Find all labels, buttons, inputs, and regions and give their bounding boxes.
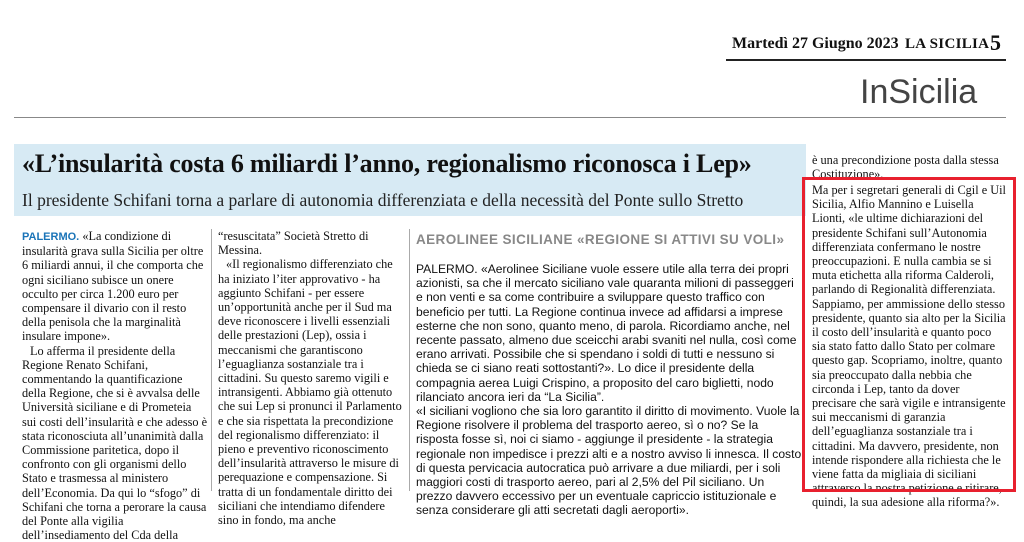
article-column-2 — [218, 229, 404, 527]
column-2-paragraph-1: “resuscitata” Società Stretto di Messina. — [218, 229, 369, 258]
section-rule — [14, 117, 1006, 118]
issue-date: Martedì 27 Giugno 2023 — [732, 35, 899, 52]
column-divider — [211, 229, 212, 491]
column-divider — [409, 229, 410, 491]
red-highlight-frame — [802, 177, 1016, 492]
article-headline: «L’insularità costa 6 miliardi l’anno, regionalismo riconosca i Lep» — [22, 149, 752, 178]
sidebar-article — [416, 262, 802, 518]
article-subhead: Il presidente Schifani torna a parlare di autonomia differenziata e della necessità del Ponte sullo Stretto — [22, 190, 744, 210]
column-1-paragraph-1: «La condizione di insularità grava sulla Sicilia per oltre 6 miliardi annui, il che comporta che ogni siciliano subisce un onere occulto per circa 1.200 euro per compensare il divario con il resto della penisola che la marginalità insulare impone». — [22, 229, 204, 344]
column-4-continuation: è una precondizione posta dalla stessa Costituzione». — [812, 153, 999, 181]
highlighted-paragraph: Ma per i segretari generali di Cgil e Uil Sicilia, Alfio Mannino e Luisella Lionti, «le ultime dichiarazioni del presidente Schifani sull’Autonomia differenziata confermano le nostre preoccupazioni. E nulla cambia se si muta etichetta alla riforma Calderoli, parlando di Regionalità differenziata. Sappiamo, per ammissione dello stesso presidente, quanto sia alto per la Sicilia il costo dell’insularità e quanto poco sia stato fatto dallo Stato per colmare questo gap. Scopriamo, inoltre, quanto sia preoccupato dalla nebbia che circonda i Lep, tanto da dover precisare che sarà vigile e intransigente sui meccanismi di garanzia dell’eguaglianza sostanziale tra i cittadini. Ma davvero, presidente, non intende rispondere alla richiesta che le viene fatta da migliaia di siciliani attraverso la nostra petizione e ritirare, quindi, la sua adesione alla riforma?». — [812, 183, 1006, 510]
article-column-1 — [22, 229, 208, 542]
sidebar-title: AEROLINEE SICILIANE «REGIONE SI ATTIVI SU VOLI» — [416, 232, 785, 247]
column-1-paragraph-2: Lo afferma il presidente della Regione Renato Schifani, commentando la quantificazione della Regione, che si è avvalsa delle Università siciliane e di Prometeia sui costi dell’insularità e che adesso è stata riconosciuta all’unanimità dalla Commissione paritetica, dopo il confronto con gli organismi dello Stato e trasmessa al ministero dell’Economia. Da qui lo “sfogo” di Schifani che torna a perorare la causa del Ponte alla vigilia dell’insediamento del Cda della — [22, 343, 208, 542]
header-rule — [726, 59, 1006, 61]
sidebar-paragraph-2: «I siciliani vogliono che sia loro garantito il diritto di movimento. Vuole la Regione risolvere il problema del trasporto aereo, sì o no? Se la risposta fosse sì, noi ci siamo - aggiunge il presidente - la strategia regionale non impedisce i prezzi alti e a nostro avviso li innesca. Il costo di questa pervicacia autocratica può arrivare a due miliardi, per i soli maggiori costi di trasporto aereo, pari al 2,5% del Pil siciliano. Un prezzo davvero eccessivo per un eventuale capriccio istituzionale e senza considerare gli atti secretati dagli aeroporti». — [416, 404, 802, 518]
column-2-paragraph-2: «Il regionalismo differenziato che ha iniziato l’iter approvativo - ha aggiunto Schifani - per essere un’opportunità anche per il Sud ma deve riconoscere i livelli essenziali delle prestazioni (Lep), ossia i meccanismi che garantiscono l’eguaglianza sostanziale tra i cittadini. Su questo saremo vigili e intransigenti. Abbiamo già ottenuto che sui Lep si pronunci il Parlamento e che sia rispettata la precondizione del regionalismo differenziato: il pieno e preventivo riconoscimento dell’insularità attraverso le misure di perequazione e compensazione. Si tratta di un fondamentale diritto dei siciliani che intendiamo difendere sino in fondo, ma anche — [218, 257, 402, 528]
sidebar-paragraph-1: «Aerolinee Siciliane vuole essere utile alla terra dei propri azionisti, sa che il mercato siciliano vale quaranta milioni di passeggeri e non venti e sa come contribuire a sviluppare questo traffico con beneficio per tutti. La Regione continua invece ad affidarsi a imprese esterne che non sono, quanto meno, di parola. Ricordiamo anche, nel recente passato, almeno due sceicchi arabi svaniti nel nulla, così come erano arrivati. Possibile che si spendano i soldi di tutti e nessuno si chieda se ci siano reati sottostanti?». Lo dice il presidente della compagnia aerea Luigi Crispino, a proposito del caro biglietti, nodo rilanciato ancora ieri da “La Sicilia”. — [416, 262, 797, 404]
newspaper-name: LA SICILIA — [905, 36, 990, 52]
section-title: InSicilia — [860, 73, 978, 111]
page-number: 5 — [990, 30, 1001, 55]
dateline: PALERMO. — [22, 231, 80, 243]
sidebar-dateline: PALERMO. — [416, 262, 478, 276]
